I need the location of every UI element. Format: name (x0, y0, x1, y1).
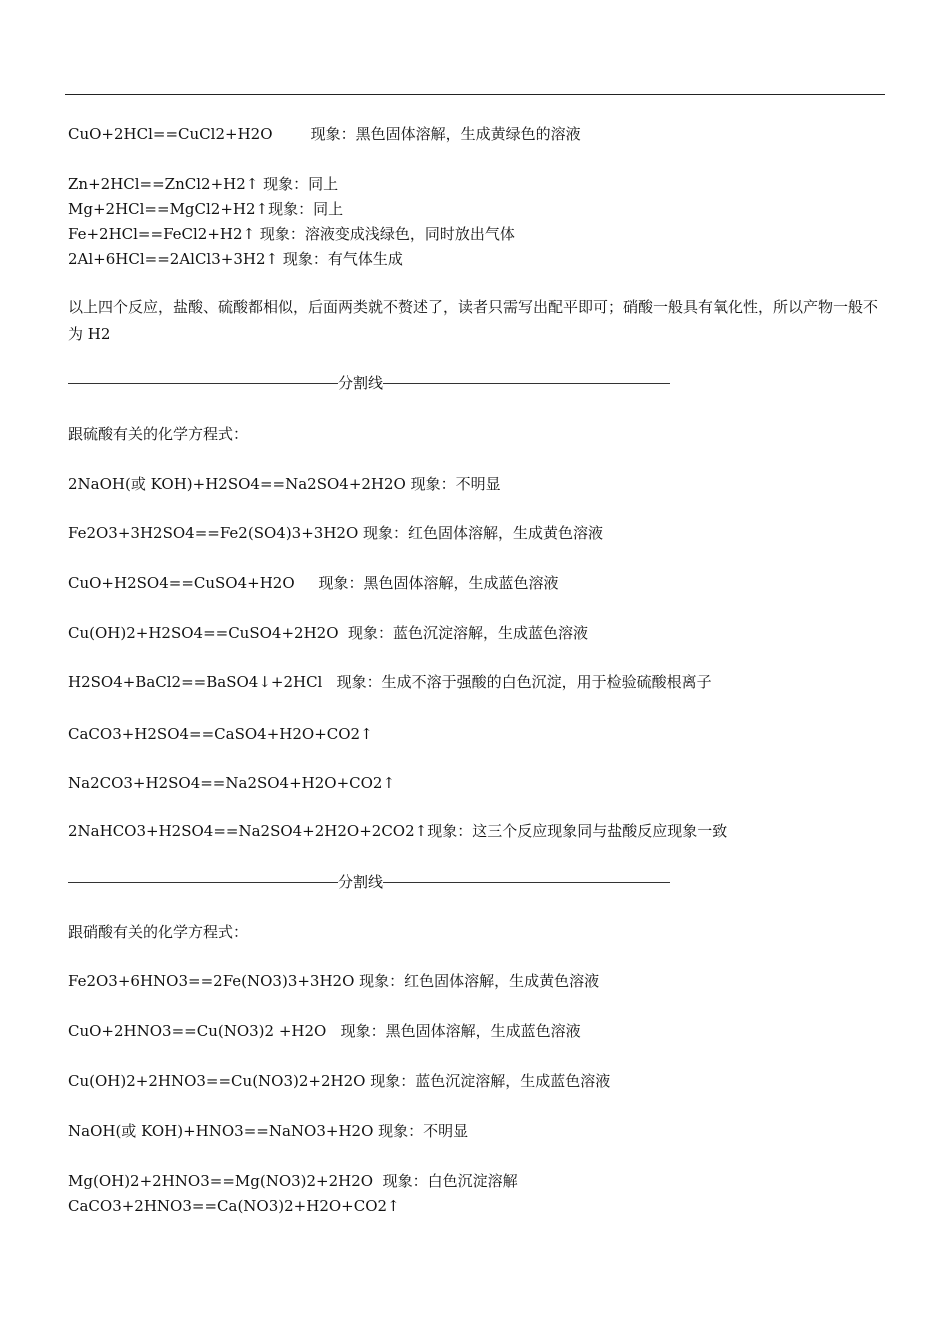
divider-dash-left (68, 882, 338, 883)
sulfuric-equation: Cu(OH)2+H2SO4==CuSO4+2H2O 现象：蓝色沉淀溶解，生成蓝色溶液 (68, 624, 589, 642)
divider-dash-right (383, 383, 670, 384)
sulfuric-equation: H2SO4+BaCl2==BaSO4↓+2HCl 现象：生成不溶于强酸的白色沉淀，用于检验硫酸根离子 (68, 673, 712, 691)
sulfuric-equation: 2NaHCO3+H2SO4==Na2SO4+2H2O+2CO2↑现象：这三个反应现象同与盐酸反应现象一致 (68, 822, 728, 840)
divider-dash-left (68, 383, 338, 384)
nitric-equation: Fe2O3+6HNO3==2Fe(NO3)3+3H2O 现象：红色固体溶解，生成黄色溶液 (68, 972, 600, 990)
sulfuric-heading: 跟硫酸有关的化学方程式： (68, 425, 249, 443)
header-rule (65, 94, 885, 95)
sulfuric-equation: Fe2O3+3H2SO4==Fe2(SO4)3+3H2O 现象：红色固体溶解，生成黄色溶液 (68, 524, 604, 542)
equation-mg-hcl: Mg+2HCl==MgCl2+H2↑现象：同上 (68, 200, 344, 218)
equation-al-hcl: 2Al+6HCl==2AlCl3+3H2↑ 现象：有气体生成 (68, 250, 403, 268)
note-paragraph: 以上四个反应，盐酸、硫酸都相似，后面两类就不赘述了，读者只需写出配平即可；硝酸一般具有氧化性，所以产物一般不为 H2 (68, 298, 879, 343)
nitric-equation: CuO+2HNO3==Cu(NO3)2 +H2O 现象：黑色固体溶解，生成蓝色溶液 (68, 1022, 581, 1040)
equation-cuo-hcl: CuO+2HCl==CuCl2+H2O 现象：黑色固体溶解，生成黄绿色的溶液 (68, 125, 581, 143)
sulfuric-equation: CuO+H2SO4==CuSO4+H2O 现象：黑色固体溶解，生成蓝色溶液 (68, 574, 559, 592)
divider-label: 分割线 (338, 374, 384, 392)
nitric-equation: Mg(OH)2+2HNO3==Mg(NO3)2+2H2O 现象：白色沉淀溶解 (68, 1172, 518, 1190)
nitric-equation: CaCO3+2HNO3==Ca(NO3)2+H2O+CO2↑ (68, 1197, 400, 1215)
equation-fe-hcl: Fe+2HCl==FeCl2+H2↑ 现象：溶液变成浅绿色，同时放出气体 (68, 225, 515, 243)
section-divider (68, 872, 670, 892)
sulfuric-equation: Na2CO3+H2SO4==Na2SO4+H2O+CO2↑ (68, 774, 396, 792)
nitric-equation: NaOH(或 KOH)+HNO3==NaNO3+H2O 现象：不明显 (68, 1122, 469, 1140)
section-divider (68, 373, 670, 393)
sulfuric-equation: CaCO3+H2SO4==CaSO4+H2O+CO2↑ (68, 725, 373, 743)
equation-zn-hcl: Zn+2HCl==ZnCl2+H2↑ 现象：同上 (68, 175, 339, 193)
nitric-equation: Cu(OH)2+2HNO3==Cu(NO3)2+2H2O 现象：蓝色沉淀溶解，生成蓝色溶液 (68, 1072, 611, 1090)
divider-dash-right (383, 882, 670, 883)
sulfuric-equation: 2NaOH(或 KOH)+H2SO4==Na2SO4+2H2O 现象：不明显 (68, 475, 501, 493)
divider-label: 分割线 (338, 873, 384, 891)
nitric-heading: 跟硝酸有关的化学方程式： (68, 923, 249, 941)
